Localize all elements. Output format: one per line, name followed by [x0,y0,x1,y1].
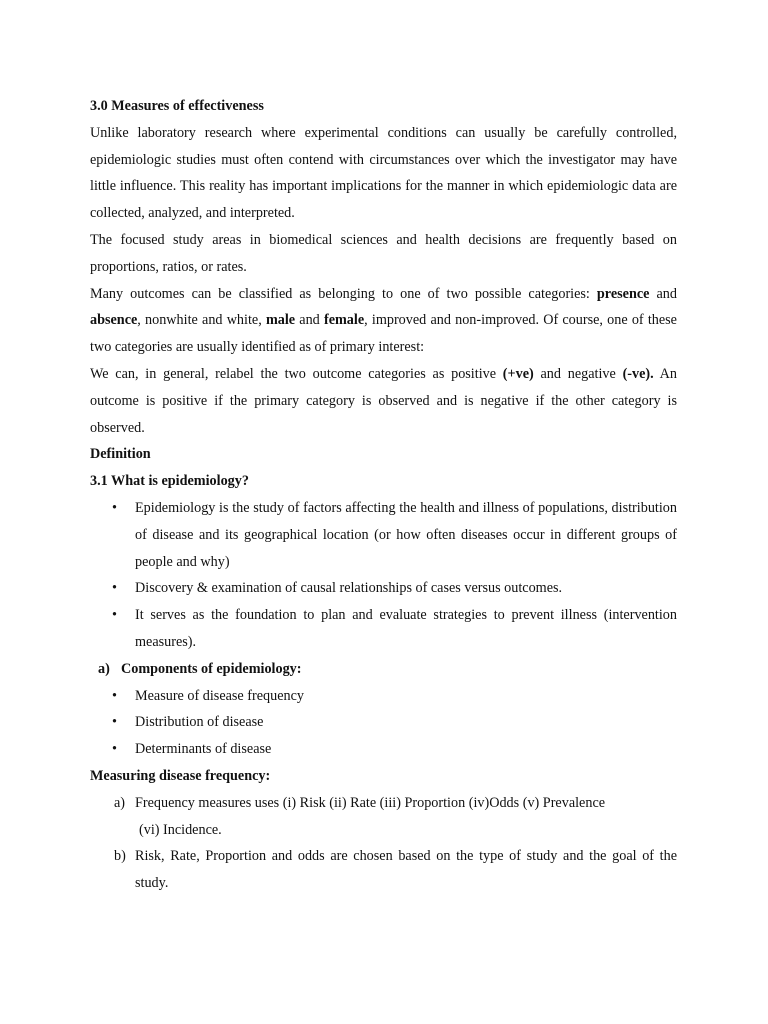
section-heading-3-0: 3.0 Measures of effectiveness [90,98,264,114]
definition-heading: Definition [90,446,151,463]
list-item: • Epidemiology is the study of factors affecting the health and illness of populations, distribution of disease and its geographical location (or how often diseases occur in different groups of people and why) [90,495,677,575]
freq-item-2-text: Risk, Rate, Proportion and odds are chosen based on the type of study and the goal of the study. [135,848,677,892]
measuring-frequency-heading: Measuring disease frequency: [90,767,271,784]
paragraph-3 [90,281,677,361]
p3-text-4: and [295,312,324,329]
components-marker: a) [98,660,110,677]
freq-item-1-line-2: (vi) Incidence. [139,821,222,838]
p4-bold-negative: (-ve). [622,365,654,382]
section-heading-3-1: 3.1 What is epidemiology? [90,473,249,490]
list-item: • It serves as the foundation to plan and evaluate strategies to prevent illness (intervention measures). [90,602,677,656]
item-marker: b) [114,848,126,865]
list-item [90,790,677,844]
paragraph-4 [90,361,677,441]
p3-bold-presence: presence [596,285,650,302]
components-label: Components of epidemiology: [121,660,302,677]
p3-text-5: , improved and non-improved. Of course, one of these two categories are usually identified as of primary interest: [90,312,677,356]
p4-text-3: An outcome is positive if the primary category is observed and is negative if the other category is observed. [90,365,678,436]
p3-bold-absence: absence [90,312,138,329]
epidemiology-bullet-list [90,495,677,656]
p3-text-3: , nonwhite and white, [137,312,266,329]
list-item: • Measure of disease frequency [90,683,677,710]
p4-bold-positive: (+ve) [502,365,534,382]
components-heading [90,656,677,683]
document-page [90,93,677,897]
list-item [90,843,677,897]
list-item: • Determinants of disease [90,736,677,763]
p3-text-1: Many outcomes can be classified as belonging to one of two possible categories: [90,285,597,302]
p3-bold-female: female [323,312,365,329]
paragraph-2: The focused study areas in biomedical sciences and health decisions are frequently based on proportions, ratios, or rates. [90,231,677,275]
freq-item-1-line-1: Frequency measures uses (i) Risk (ii) Rate (iii) Proportion (iv)Odds (v) Prevalence [135,794,606,811]
item-marker: a) [114,794,126,811]
list-item: • Discovery & examination of causal relationships of cases versus outcomes. [90,575,677,602]
components-bullet-list [90,683,677,763]
paragraph-1: Unlike laboratory research where experimental conditions can usually be carefully controlled, epidemiologic studies must often contend with circumstances over which the investigator may have little influence. This reality has important implications for the manner in which epidemiologic data are collected, analyzed, and interpreted. [90,124,677,222]
list-item: • Distribution of disease [90,709,677,736]
p4-text-1: We can, in general, relabel the two outcome categories as positive [90,365,503,382]
p4-text-2: and negative [533,365,623,382]
p3-bold-male: male [265,312,296,329]
frequency-list [90,790,677,897]
p3-text-2: and [649,285,677,302]
